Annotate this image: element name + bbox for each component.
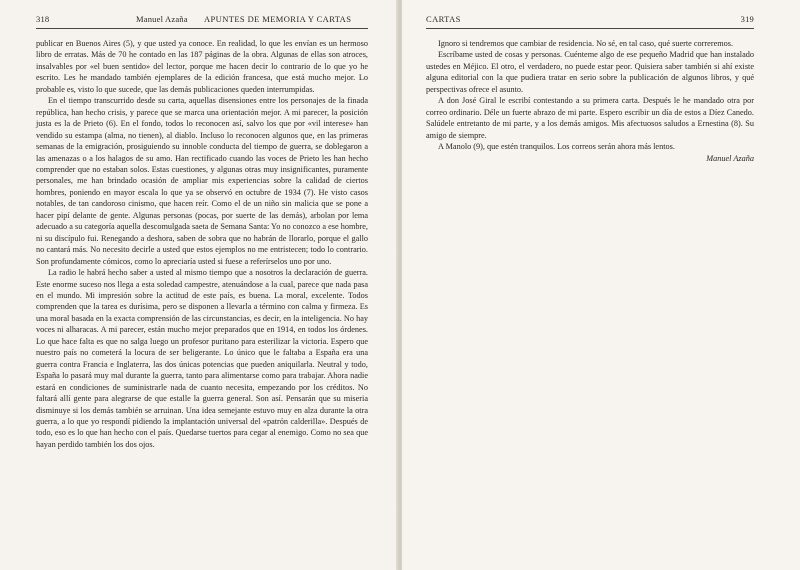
page-number-right: 319 xyxy=(740,14,754,24)
header-rule-left xyxy=(36,28,368,29)
header-rule-right xyxy=(426,28,754,29)
paragraph: La radio le habrá hecho saber a usted al mismo tiempo que a nosotros la declaración de guerra. Este enorme suceso nos llega a esta soledad campestre, atenuándose a la cual, parece que nada pasa en el mundo. Mi impresión sobre la actitud de este país, es buena. La moral, excelente. Todos comprenden que la tarea es durísima, pero se disponen a llevarla a término con calma y firmeza. Es una moral basada en la exacta comprensión de las circunstancias, es decir, en la inteligencia. No hay voces ni alharacas. A mi parecer, están mucho mejor preparados que en 1914, en todos los órdenes. Lo que hace falta es que no salga luego un profesor puritano para esterilizar la victoria. Espero que nuestro país no cometerá la locura de ser beligerante. Lo único que le faltaba a España era una guerra contra Francia e Inglaterra, las dos únicas potencias que pueden aniquilarla. Neutral y todo, España lo pasará muy mal durante la guerra, tanto para alimentarse como para trabajar. Ahora nadie estará en condiciones de suministrarle nada de cuanto necesita, empezando por los créditos. No faltará allí gente para alegrarse de que estalle la guerra general. Son así. Pensarán que su miseria disminuye si los demás también se arruinan. Una idea semejante estuvo muy en alza durante la otra guerra, a lo que yo respondí pidiendo la implantación universal del «patrón calderilla». Después de todo, eso es lo que han hecho con el país. Quedarse tuertos para cegar al enemigo. Como no sea que hayan perdido también los dos ojos. xyxy=(36,268,368,449)
right-page xyxy=(402,0,800,570)
paragraph: A Manolo (9), que estén tranquilos. Los correos serán ahora más lentos. xyxy=(438,142,675,152)
left-body-text xyxy=(36,38,368,450)
paragraph: Ignoro si tendremos que cambiar de residencia. No sé, en tal caso, qué suerte correremos. xyxy=(438,39,734,48)
running-head-section: CARTAS xyxy=(426,14,461,24)
signature: Manuel Azaña xyxy=(706,153,754,163)
running-head-book-title: APUNTES DE MEMORIA Y CARTAS xyxy=(204,14,352,24)
running-head-author: Manuel Azaña xyxy=(136,14,188,24)
paragraph: A don José Giral le escribí contestando a su primera carta. Después le he mandado otra por correo ordinario. Déle un fuerte abrazo de mi parte. Espero escribir un día de estos a Díez Canedo. Salúdele entretanto de mi parte, y a los demás amigos. Mis afectuosos saludos a Ernestina (8). Su amigo de siempre. xyxy=(426,96,754,140)
paragraph: En el tiempo transcurrido desde su carta, aquellas disensiones entre los personajes de la finada república, han hecho crisis, y parece que se marca una orientación mejor. A mi parecer, la posición justa es la de Prieto (6). En el fondo, todos lo reconocen así, salvo los que por «vil interese» han vendido su estampa (alma, no tienen), al diablo. Incluso lo reconocen algunos que, en las primeras semanas de la emigración, prosiguiendo su innoble conducta del tiempo de guerra, se doblegaron a las amenazas o a los halagos de su amo. Han rectificado cuando las voces de Prieto les han hecho comprender que no estaban solos. Estas cuestiones, y algunas otras muy insignificantes, puramente personales, me han brindado ocasión de ampliar mis experiencias sobre la calidad de ciertos hombres, poniendo en mayor escala lo que ya se observó en octubre de 1934 (7). He visto casos notables, de tan candoroso cinismo, que hacen reír. Como el de un niño sin malicia que se pone a hacer pipí delante de gente. Algunas personas (pocas, por suerte de las demás), arbolan por lema adecuado a su categoría aquella descomulgada saeta de Semana Santa: Yo no conozco a ese hombre, ni su discípulo fui. Renegando a deshora, saben de sobra que no habrán de llorarlo, porque el gallo no cantará más. No necesito decirle a usted que estos ejemplos no me entristecen; todo lo contrario. Son profundamente cómicos, como lo apreciaría usted si fuese a referírselos uno por uno. xyxy=(36,96,368,266)
page-number-left: 318 xyxy=(36,14,50,24)
right-body-text xyxy=(426,38,754,164)
left-page xyxy=(0,0,398,570)
left-running-head xyxy=(36,12,368,26)
right-running-head xyxy=(426,12,754,26)
paragraph: publicar en Buenos Aires (5), y que usted ya conoce. En realidad, lo que les envían es un hermoso libro de erratas. Más de 70 he contado en las 187 páginas de la obra. Algunas de ellas son atroces, insalvables por «el buen sentido» del lector, porque me hacen decir lo contrario de lo que yo he escrito. Les he mandado también ejemplares de la edición francesa, que está mucho mejor. Lo probable es, visto lo que sucede, que las demás publicaciones queden interrumpidas. xyxy=(36,39,368,94)
paragraph: Escríbame usted de cosas y personas. Cuénteme algo de ese pequeño Madrid que han instalado ustedes en Méjico. El otro, el verdadero, no puede estar peor. Quisiera saber también si ahí existe alguna editorial con la que pudiera tratar en serio sobre la publicación de algunos libros, y qué perspectivas ofrece el asunto. xyxy=(426,50,754,94)
